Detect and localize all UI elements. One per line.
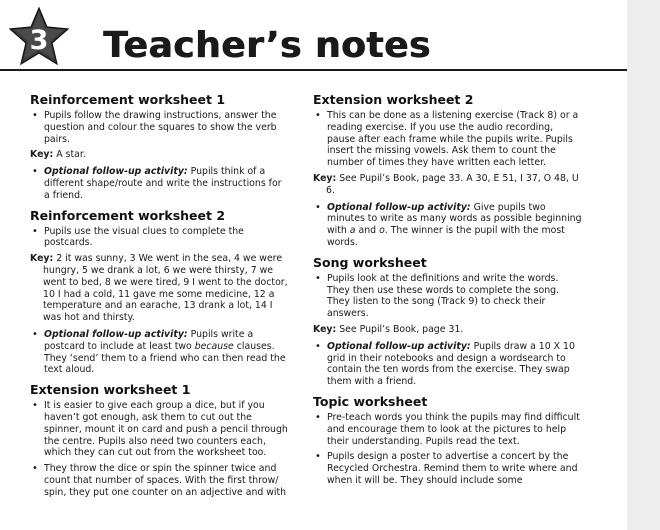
page-title: Teacher’s notes <box>103 25 431 66</box>
key-label: Key: <box>313 323 337 335</box>
key-text: See Pupil’s Book, page 33. A 30, E 51, I 37, O 48, U 6. <box>326 172 579 196</box>
list-item: • They throw the dice or spin the spinner twice and count that number of spaces. With the first throw/ spin, they put one counter on an adjective and with <box>30 463 290 498</box>
list-item: • Pupils design a poster to advertise a concert by the Recycled Orchestra. Remind them to write where and when it will be. They should include some <box>313 451 583 486</box>
key-label: Key: <box>30 253 54 265</box>
section-heading-reinforcement-2: Reinforcement worksheet 2 <box>30 207 226 223</box>
optional-text: and <box>355 225 380 237</box>
answer-key <box>313 324 583 336</box>
answer-key <box>313 173 583 197</box>
optional-label: Optional follow-up activity: <box>327 340 471 352</box>
optional-label: Optional follow-up activity: <box>327 201 471 213</box>
key-label: Key: <box>30 149 54 161</box>
optional-activity <box>313 202 583 249</box>
list-item: • This can be done as a listening exercise (Track 8) or a reading exercise. If you use the audio recording, pause after each frame while the pupils write. Pupils insert the missing vowels. Ask them to count the number of times they have written each letter. <box>313 110 583 169</box>
list-item: • It is easier to give each group a dice, but if you haven’t got enough, ask them to cut out the spinner, mount it on card and push a pencil through the centre. Pupils also need two counters each, which they can cut out from the worksheet too. <box>30 400 290 459</box>
optional-text: Give pupils two minutes to write as many words as possible beginning with <box>327 201 582 237</box>
italic-letter: o <box>379 225 385 237</box>
optional-text: Pupils think of a different shape/route and write the instructions for a friend. <box>44 166 282 201</box>
list-item: • Pupils look at the definitions and write the words. They then use these words to complete the song. They listen to the song (Track 9) to check their answers. <box>313 273 583 320</box>
optional-activity <box>313 341 583 388</box>
list-item: • Pre-teach words you think the pupils may find difficult and encourage them to look at the pictures to help their understanding. Pupils read the text. <box>313 412 583 447</box>
optional-text: Pupils write a postcard to include at least two <box>44 328 254 352</box>
optional-label: Optional follow-up activity: <box>44 328 188 340</box>
optional-text: . The winner is the pupil with the most words. <box>327 225 565 248</box>
italic-letter: a <box>349 225 356 237</box>
optional-label: Optional follow-up activity: <box>44 166 188 178</box>
optional-text: Pupils draw a 10 X 10 grid in their notebooks and design a wordsearch to contain the ten words from the exercise. They swap them with a friend. <box>327 340 575 388</box>
section-heading-song: Song worksheet <box>313 254 427 270</box>
key-label: Key: <box>313 172 337 184</box>
key-text: 2 it was sunny, 3 We went in the sea, 4 we were hungry, 5 we drank a lot, 6 we were thirsty, 7 we went to bed, 8 we were tired, 9 I went to the doctor, 10 I had a cold, 11 gave me some medicine, 12 a temperature and an earache, 13 drank a lot, 14 I was hot and thirsty. <box>43 253 288 324</box>
section-heading-extension-1: Extension worksheet 1 <box>30 382 191 398</box>
star-badge-icon <box>8 6 70 68</box>
list-item: • Pupils follow the drawing instructions, answer the question and colour the squares to show the verb pairs. <box>30 110 290 145</box>
section-heading-extension-2: Extension worksheet 2 <box>313 92 474 107</box>
key-text: See Pupil’s Book, page 31. <box>336 323 464 335</box>
italic-word: because <box>194 340 234 352</box>
unit-number: 3 <box>29 25 49 56</box>
right-column <box>313 92 583 491</box>
list-item: • Pupils use the visual clues to complete the postcards. <box>30 226 290 250</box>
section-heading-topic: Topic worksheet <box>313 393 428 409</box>
answer-key <box>30 149 290 161</box>
title-rule <box>0 69 627 71</box>
optional-activity <box>30 166 290 201</box>
answer-key <box>30 253 290 324</box>
side-margin <box>627 0 660 530</box>
optional-text: clauses. They ‘send’ them to a friend who can then read the text aloud. <box>44 340 286 376</box>
left-column <box>30 92 290 503</box>
optional-activity <box>30 329 290 376</box>
key-text: A star. <box>53 149 86 161</box>
section-heading-reinforcement-1: Reinforcement worksheet 1 <box>30 92 226 107</box>
